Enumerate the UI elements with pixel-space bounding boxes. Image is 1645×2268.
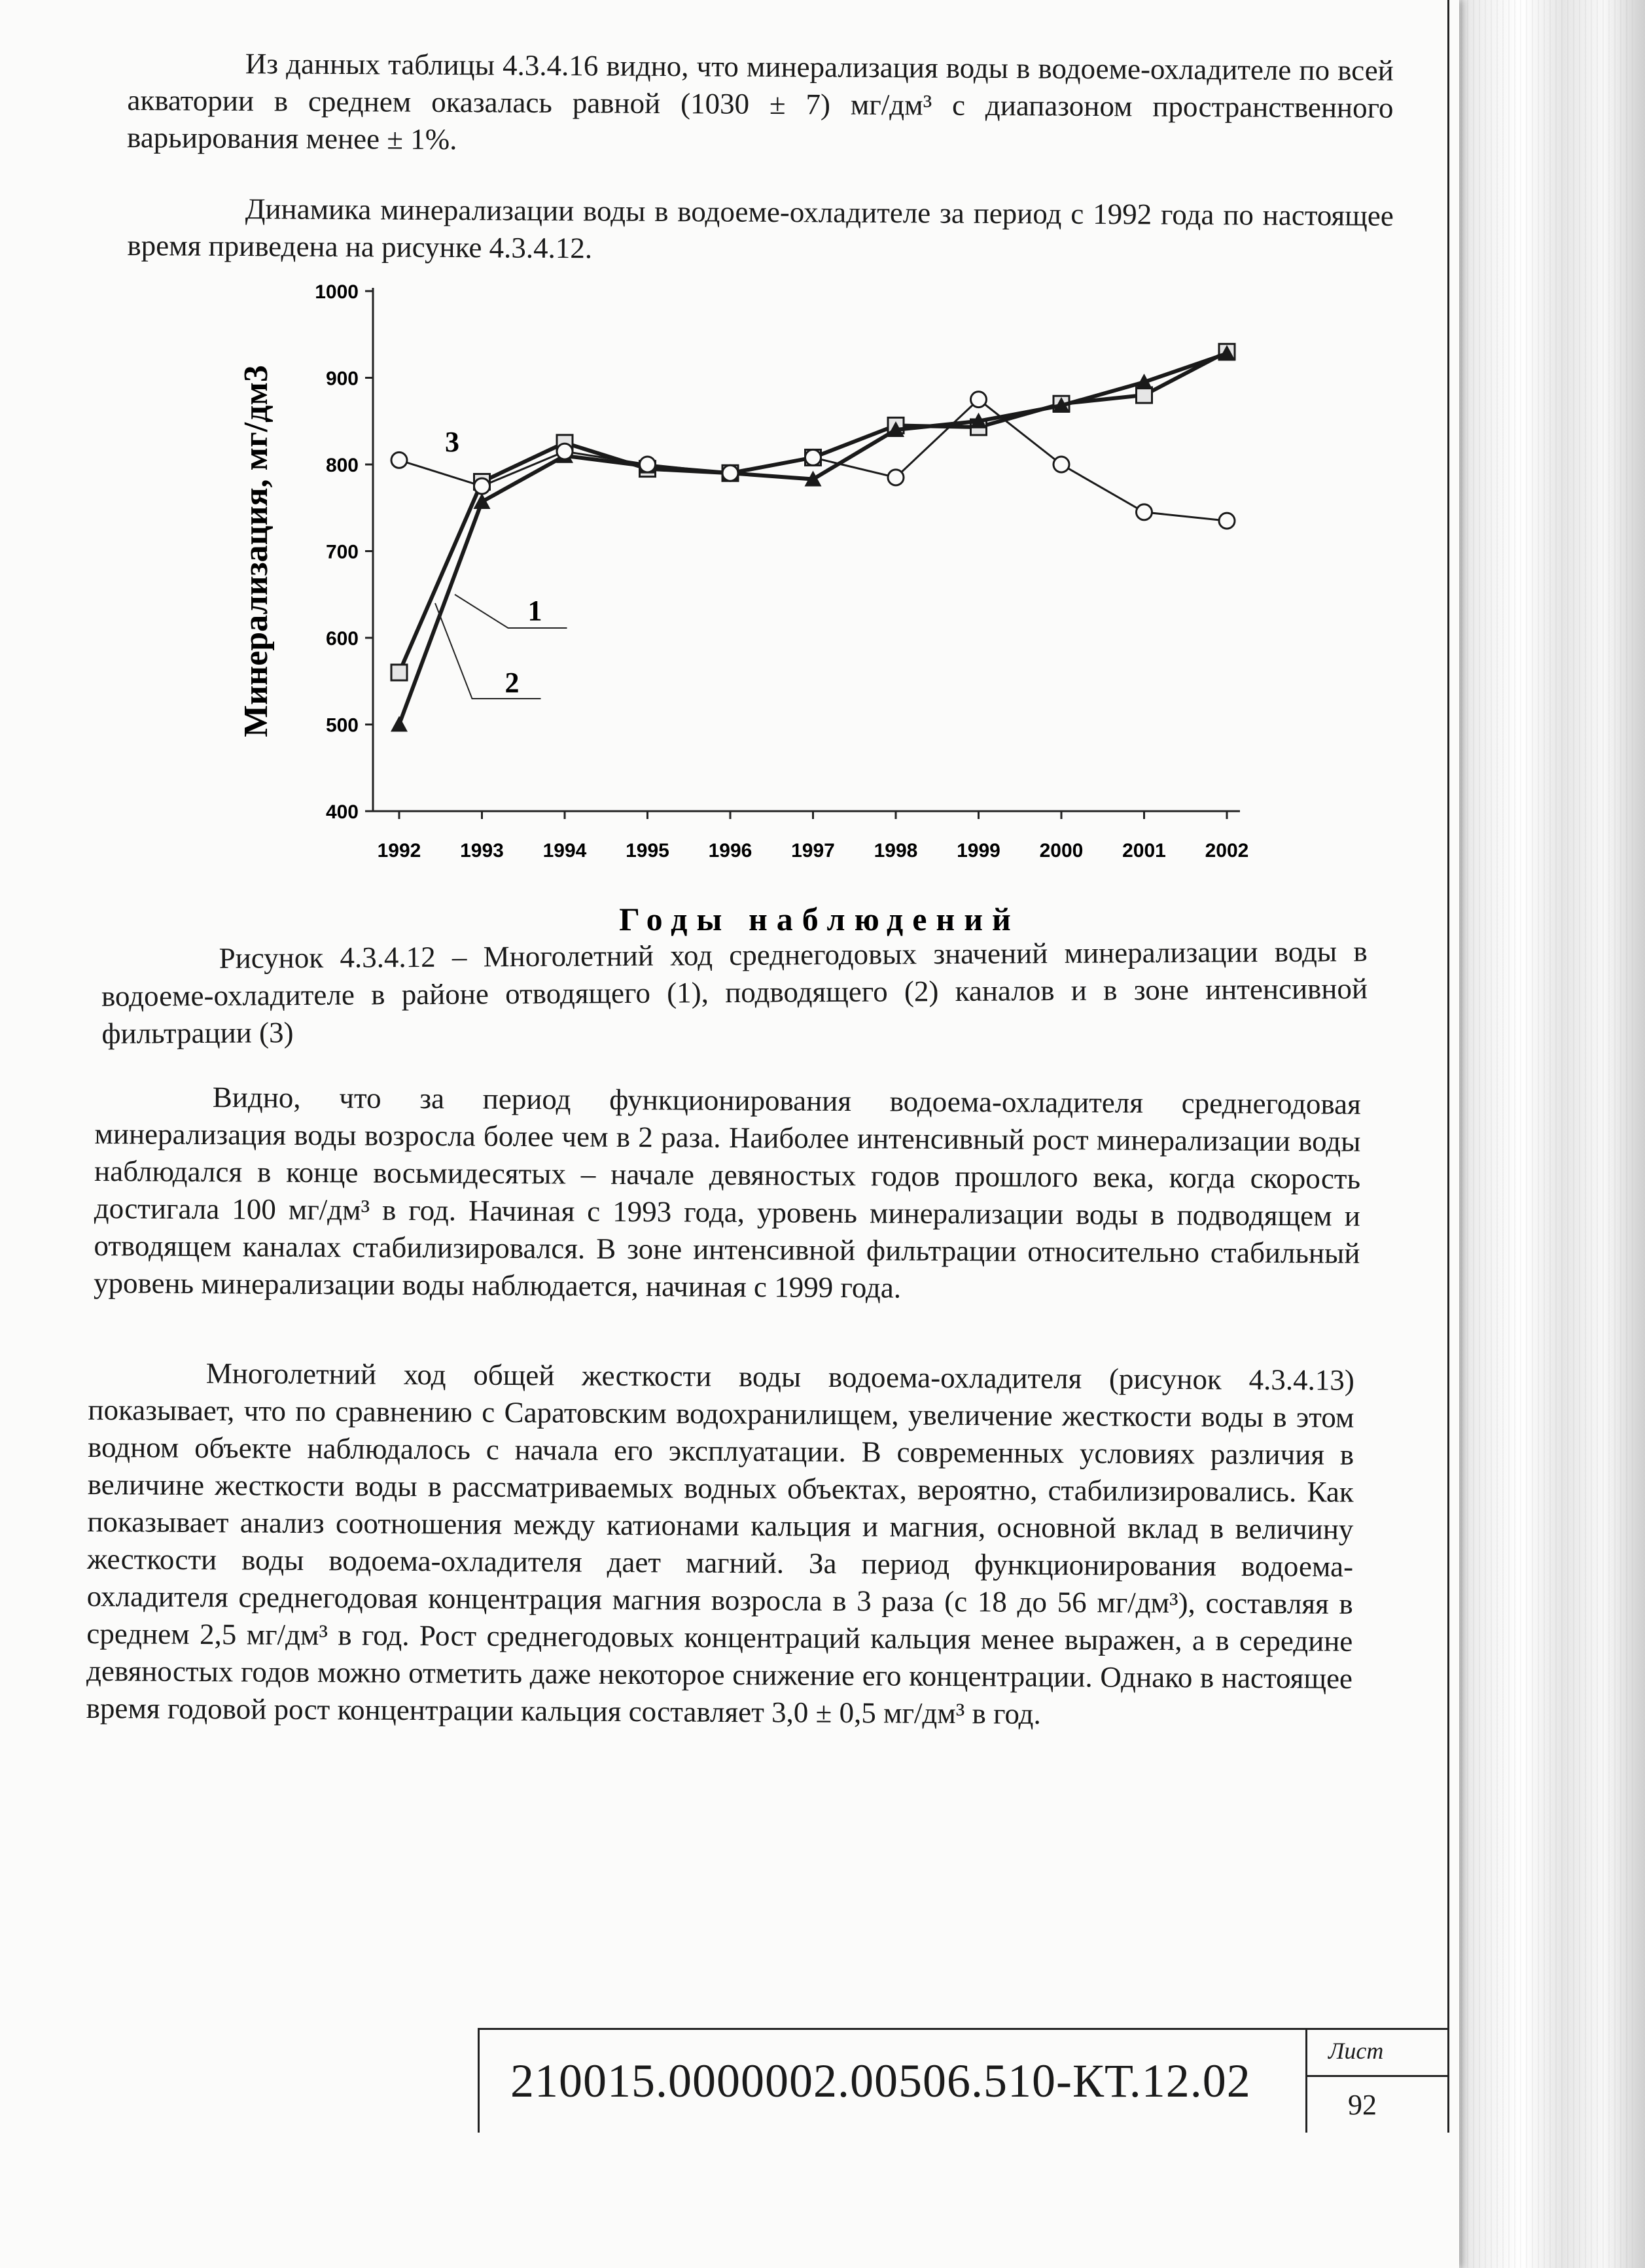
- chart-labels: [238, 281, 1248, 937]
- title-block-stamp: [478, 2028, 1449, 2133]
- frame-right-border: [1447, 0, 1449, 2133]
- y-tick-label: 700: [325, 541, 359, 563]
- figure-caption: Рисунок 4.3.4.12 – Многолетний ход среднегодовых значений минерализации воды в водоеме-охладителе в районе отводящего (1), подводящего (2) каналов и в зоне интенсивной фильтрации (3): [101, 935, 1368, 1050]
- point-series-3: [722, 465, 738, 481]
- series-line-1: [399, 352, 1227, 672]
- paragraph-3: Видно, что за период функционирования водоема-охладителя среднегодовая минерализация воды возросла более чем в 2 раза. Наиболее интенсивный рост минерализации воды наблюдался в конце восьмидесятых – начале девяностых годов прошлого века, когда скорость достигала 100 мг/дм³ в год. Начиная с 1993 года, уровень минерализации воды в подводящем и отводящем каналах стабилизировался. В зоне интенсивной фильтрации относительно стабильный уровень минерализации воды наблюдается, начиная с 1999 года.: [93, 1081, 1361, 1304]
- point-series-3: [474, 478, 490, 494]
- point-series-3: [557, 444, 573, 459]
- series-line-2: [399, 353, 1227, 724]
- series-label-2: 2: [504, 667, 520, 699]
- x-tick-label: 1996: [708, 840, 752, 862]
- leader-line-2: [435, 603, 541, 699]
- x-tick-label: 1992: [377, 840, 421, 862]
- paragraph-4: Многолетний ход общей жесткости воды водоема-охладителя (рисунок 4.3.4.13) показывает, что по сравнению с Саратовским водохранилищем, увеличение жесткости воды в этом водном объекте наблюдалось с начала его эксплуатации. В современных условиях различия в величине жесткости воды в рассматриваемых водных объектах, вероятно, стабилизировались. Как показывает анализ соотношения между катионами кальция и магния, основной вклад в величину жесткости воды водоема-охладителя дает магний. За период функционирования водоема-охладителя среднегодовая концентрация магния возросла в 3 раза (с 18 до 56 мг/дм³), составляя в среднем 2,5 мг/дм³ в год. Рост среднегодовых концентраций кальция менее выражен, а в середине девяностых годов можно отметить даже некоторое снижение его концентрации. Однако в настоящее время годовой рост концентрации кальция составляет 3,0 ± 0,5 мг/дм³ в год.: [86, 1357, 1354, 1730]
- x-axis-label: Годы наблюдений: [619, 901, 1020, 937]
- chart-svg: [222, 262, 1269, 955]
- y-tick-label: 400: [325, 801, 359, 823]
- y-tick-label: 500: [325, 714, 359, 737]
- x-tick-label: 2002: [1205, 840, 1249, 862]
- series-label-1: 1: [527, 595, 542, 627]
- point-series-3: [805, 449, 821, 465]
- x-tick-label: 1994: [542, 840, 587, 862]
- x-tick-label: 1999: [957, 840, 1000, 862]
- point-series-3: [971, 392, 987, 408]
- point-series-1: [391, 665, 407, 680]
- y-axis-label: Минерализация, мг/дм3: [238, 365, 275, 737]
- sheet-label: Лист: [1328, 2038, 1384, 2064]
- point-series-2: [391, 716, 408, 732]
- point-series-3: [1053, 457, 1069, 472]
- sheet-number: 92: [1348, 2089, 1377, 2121]
- point-series-3: [640, 457, 656, 472]
- x-tick-label: 1993: [460, 840, 504, 862]
- chart-axes: [365, 288, 1240, 819]
- series-label-3: 3: [445, 426, 459, 459]
- point-series-1: [1137, 387, 1152, 403]
- leader-line-1: [455, 595, 567, 628]
- book-page-edge-texture: [1449, 0, 1633, 2268]
- x-tick-label: 2000: [1039, 840, 1084, 862]
- y-tick-label: 1000: [315, 281, 359, 303]
- point-series-3: [1219, 513, 1235, 529]
- x-tick-label: 1998: [874, 840, 918, 862]
- point-series-3: [1137, 504, 1152, 520]
- point-series-3: [391, 452, 407, 468]
- mineralization-chart: [222, 262, 1269, 955]
- y-tick-label: 600: [325, 628, 359, 650]
- document-code: 210015.0000002.00506.510-КТ.12.02: [510, 2055, 1251, 2107]
- x-tick-label: 1997: [791, 840, 835, 862]
- y-tick-label: 900: [325, 368, 359, 390]
- paragraph-2: Динамика минерализации воды в водоеме-охладителе за период с 1992 года по настоящее время приведена на рисунке 4.3.4.12.: [127, 192, 1394, 265]
- paragraph-1: Из данных таблицы 4.3.4.16 видно, что минерализация воды в водоеме-охладителе по всей акватории в среднем оказалась равной (1030 ± 7) мг/дм³ с диапазоном пространственного варьирования менее ± 1%.: [126, 47, 1394, 156]
- x-tick-label: 2001: [1122, 840, 1166, 862]
- y-tick-label: 800: [325, 455, 359, 476]
- point-series-3: [888, 470, 904, 485]
- x-tick-label: 1995: [626, 840, 669, 862]
